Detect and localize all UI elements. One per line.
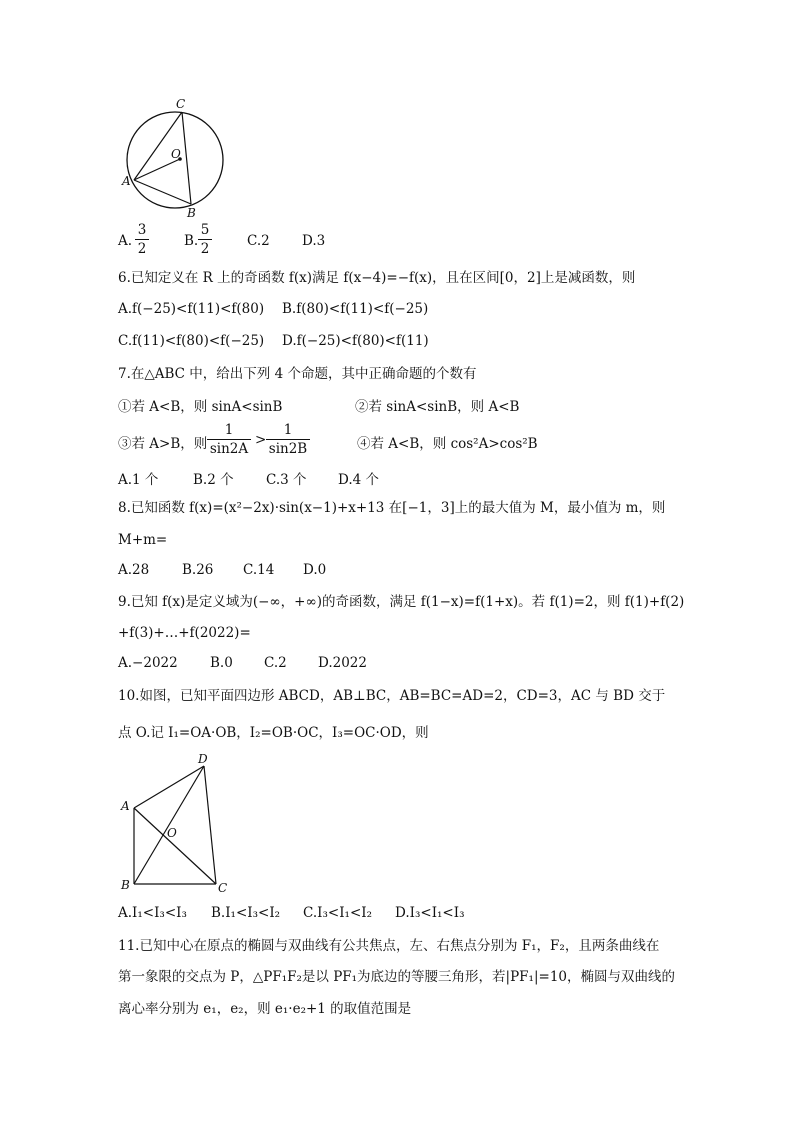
q9-option-b: B.0	[210, 655, 233, 671]
q7-proposition-3-prefix: ③若 A>B，则	[118, 436, 208, 452]
q5-option-b-fraction	[198, 222, 212, 257]
q7-proposition-3-fraction-right	[266, 422, 310, 457]
q8-stem-line-2: M+m=	[118, 532, 168, 548]
q11-line-3: 离心率分别为 e₁，e₂，则 e₁·e₂+1 的取值范围是	[118, 1001, 412, 1017]
q5-circle-figure	[112, 96, 232, 220]
q5-option-a-prefix: A.	[118, 233, 133, 249]
q5-label-a: A	[122, 174, 131, 188]
q10-option-b: B.I₁<I₃<I₂	[211, 905, 281, 921]
q9-option-c: C.2	[264, 655, 287, 671]
q5-label-o: O	[171, 147, 181, 161]
q8-stem-line-1: 8.已知函数 f(x)=(x²−2x)·sin(x−1)+x+13 在[−1，3]上的最大值为 M，最小值为 m，则	[118, 500, 666, 516]
q5-option-a-numerator: 3	[137, 222, 147, 238]
q10-label-o: O	[167, 826, 177, 840]
q6-option-b: B.f(80)<f(11)<f(−25)	[282, 301, 429, 317]
q7-p3-greater-than: >	[255, 432, 267, 448]
q7-stem: 7.在△ABC 中，给出下列 4 个命题，其中正确命题的个数有	[118, 366, 477, 382]
q10-stem-line-1: 10.如图，已知平面四边形 ABCD，AB⊥BC，AB=BC=AD=2，CD=3，AC 与 BD 交于	[118, 688, 666, 704]
q6-option-c: C.f(11)<f(80)<f(−25)	[118, 333, 265, 349]
q8-option-a: A.28	[118, 562, 150, 578]
q6-option-d: D.f(−25)<f(80)<f(11)	[282, 333, 429, 349]
q5-option-d: D.3	[302, 233, 326, 249]
q9-option-a: A.−2022	[118, 655, 178, 671]
q5-label-b: B	[187, 206, 196, 220]
q7-proposition-3-fraction-left	[207, 422, 251, 457]
q8-option-c: C.14	[243, 562, 275, 578]
q5-option-b-denominator: 2	[200, 241, 210, 257]
q7-p3-right-denominator: sin2B	[268, 441, 308, 457]
q10-option-c: C.I₃<I₁<I₂	[303, 905, 372, 921]
q8-option-b: B.26	[182, 562, 214, 578]
q11-line-2: 第一象限的交点为 P，△PF₁F₂是以 PF₁为底边的等腰三角形，若|PF₁|=10，椭圆与双曲线的	[118, 969, 675, 985]
q11-line-1: 11.已知中心在原点的椭圆与双曲线有公共焦点，左、右焦点分别为 F₁，F₂，且两条曲线在	[118, 938, 660, 954]
q8-option-d: D.0	[303, 562, 327, 578]
q7-option-b: B.2 个	[193, 472, 234, 488]
q7-proposition-2: ②若 sinA<sinB，则 A<B	[355, 399, 520, 415]
q10-label-c: C	[218, 881, 228, 895]
q5-label-c: C	[176, 97, 186, 111]
q7-p3-left-numerator: 1	[224, 422, 234, 438]
q10-option-a: A.I₁<I₃<I₃	[118, 905, 187, 921]
q10-quadrilateral-figure	[112, 752, 236, 896]
q7-option-a: A.1 个	[118, 472, 159, 488]
q10-label-a: A	[121, 799, 130, 813]
q9-option-d: D.2022	[318, 655, 367, 671]
q7-p3-left-denominator: sin2A	[209, 441, 249, 457]
q7-option-c: C.3 个	[266, 472, 307, 488]
q10-label-b: B	[121, 878, 130, 892]
q7-option-d: D.4 个	[338, 472, 380, 488]
q9-stem-line-1: 9.已知 f(x)是定义域为(−∞，+∞)的奇函数，满足 f(1−x)=f(1+x)。若 f(1)=2，则 f(1)+f(2)	[118, 594, 685, 610]
q5-option-c: C.2	[247, 233, 270, 249]
q7-p3-right-numerator: 1	[283, 422, 293, 438]
q7-proposition-4: ④若 A<B，则 cos²A>cos²B	[357, 436, 538, 452]
q10-stem-line-2: 点 O.记 I₁=OA·OB，I₂=OB·OC，I₃=OC·OD，则	[118, 725, 429, 741]
q7-proposition-1: ①若 A<B，则 sinA<sinB	[118, 399, 283, 415]
q6-stem: 6.已知定义在 R 上的奇函数 f(x)满足 f(x−4)=−f(x)，且在区间[0，2]上是减函数，则	[118, 270, 636, 286]
q5-option-b-prefix: B.	[184, 233, 199, 249]
q10-label-d: D	[198, 752, 208, 766]
q10-option-d: D.I₃<I₁<I₃	[395, 905, 465, 921]
q5-option-b-numerator: 5	[200, 222, 210, 238]
q5-option-a-denominator: 2	[137, 241, 147, 257]
q6-option-a: A.f(−25)<f(11)<f(80)	[118, 301, 265, 317]
q9-stem-line-2: +f(3)+…+f(2022)=	[118, 625, 251, 641]
q5-option-a-fraction	[135, 222, 149, 257]
